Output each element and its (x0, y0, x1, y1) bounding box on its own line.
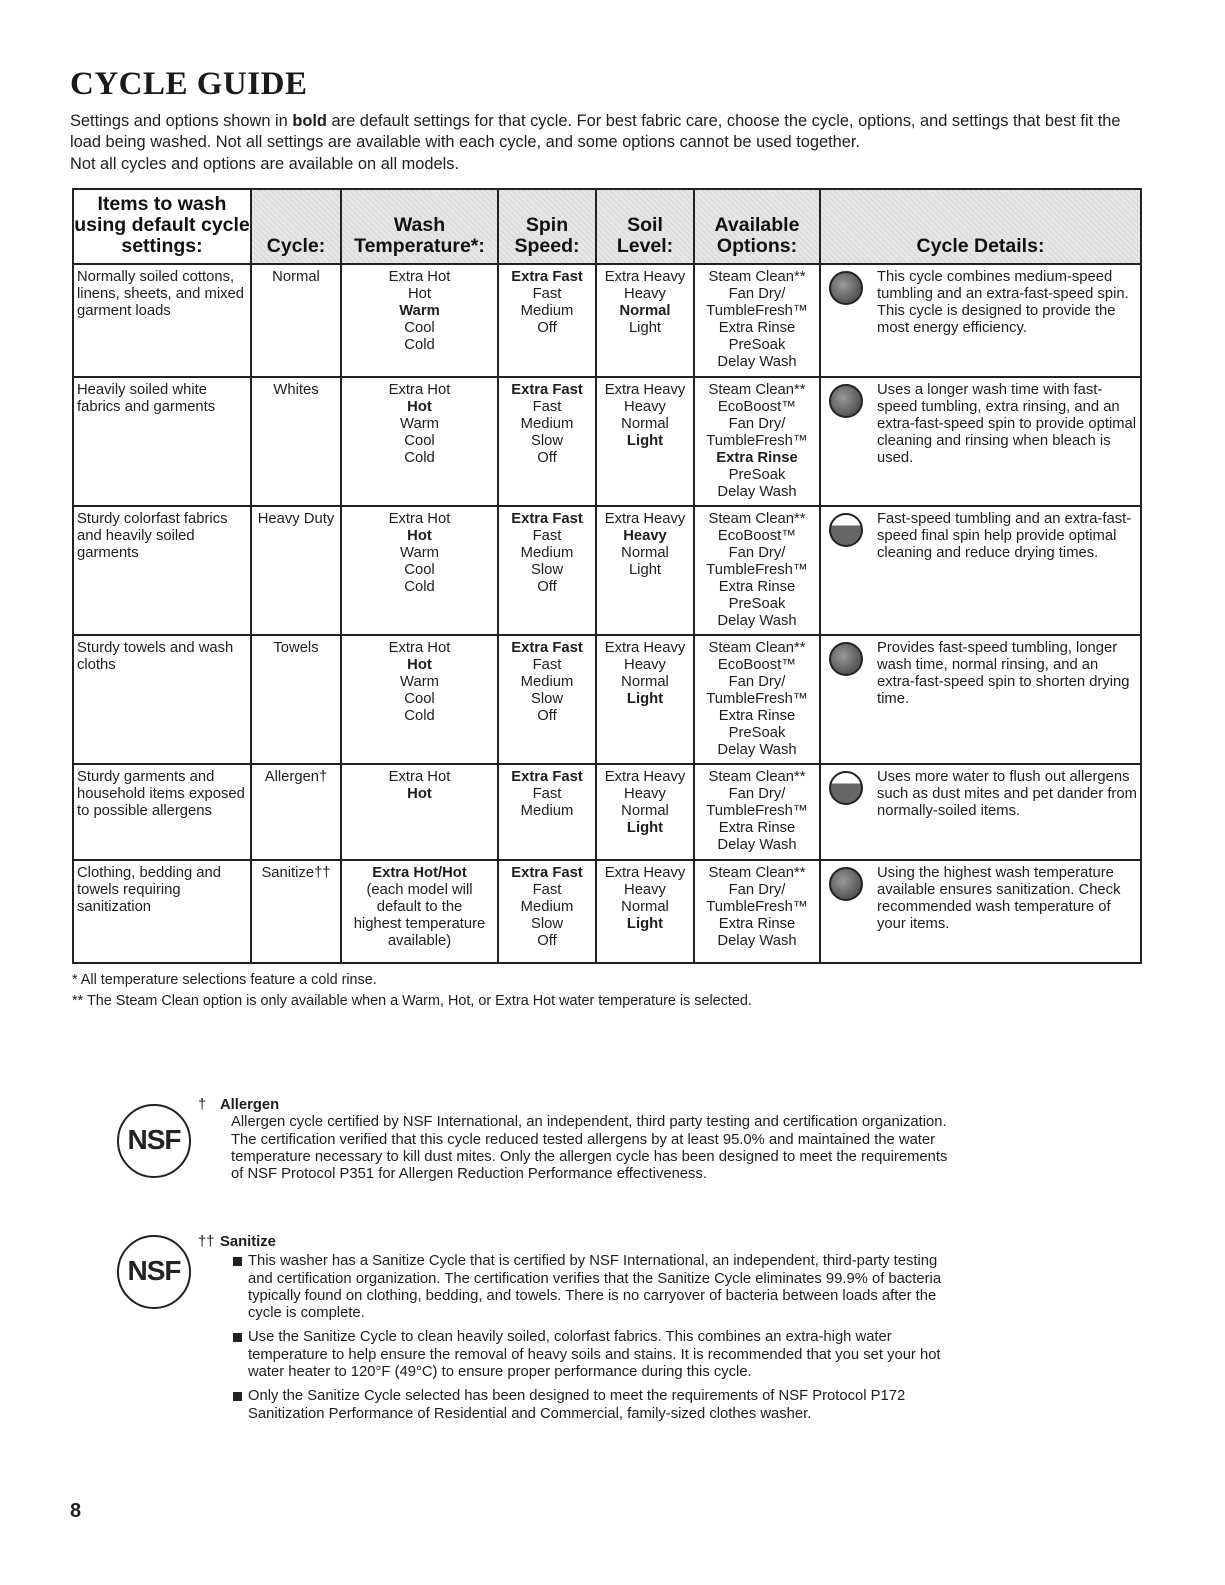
options-value: TumbleFresh™ (706, 691, 808, 707)
temps-value: Hot (407, 399, 432, 415)
intro-paragraph-2: Not all cycles and options are available on all models. (70, 155, 460, 173)
temps-value: Cool (404, 320, 435, 336)
options-value: Extra Rinse (718, 579, 796, 595)
soils-value: Light (626, 916, 664, 932)
options-value: EcoBoost™ (717, 399, 797, 415)
table-row (73, 377, 1141, 506)
options-value: Steam Clean** (708, 865, 806, 881)
bullet-square-icon (233, 1257, 242, 1266)
allergen-heading: † Allergen (198, 1097, 280, 1113)
intro-bold-word: bold (292, 112, 327, 130)
soils-value: Heavy (624, 786, 666, 802)
options-value: Fan Dry/ (728, 786, 786, 802)
spins-value: Slow (530, 433, 564, 449)
temps-value: highest temperature (353, 916, 486, 932)
soils-value: Light (628, 562, 662, 578)
cell-wash-temperature (341, 377, 498, 506)
page-title: CYCLE GUIDE (70, 66, 308, 102)
sanitize-heading: †† Sanitize (198, 1234, 276, 1250)
header-cycle-details: Cycle Details: (820, 189, 1141, 264)
options-value: Extra Rinse (718, 820, 796, 836)
table-header-row (73, 189, 1141, 264)
options-value: Steam Clean** (708, 640, 806, 656)
spins-value: Fast (532, 399, 562, 415)
temps-value: default to the (376, 899, 463, 915)
footnote-steam-clean: ** The Steam Clean option is only available when a Warm, Hot, or Extra Hot water temperature is selected. (72, 993, 752, 1009)
soils-value: Heavy (623, 528, 667, 544)
table-row (73, 264, 1141, 377)
options-value: Steam Clean** (708, 769, 806, 785)
spins-value: Slow (530, 691, 564, 707)
header-available-options: Available Options: (694, 189, 820, 264)
cell-cycle-details (820, 264, 1141, 377)
temps-value: available) (387, 933, 452, 949)
soils-value: Extra Heavy (604, 269, 686, 285)
cycle-details-text: Fast-speed tumbling and an extra-fast-speed final spin help provide optimal cleaning and reduce drying times. (877, 511, 1132, 561)
details-wrap (829, 865, 1140, 933)
footnotes (72, 970, 752, 1012)
cell-items-to-wash: Sturdy colorfast fabrics and heavily soiled garments (73, 506, 251, 635)
table-row (73, 635, 1141, 764)
spins-value: Medium (520, 674, 574, 690)
spins-value: Fast (532, 528, 562, 544)
temps-value: Warm (400, 674, 439, 690)
temps-value: Extra Hot (388, 769, 451, 785)
cell-available-options (694, 377, 820, 506)
soils-value: Heavy (624, 882, 666, 898)
cell-cycle-details (820, 635, 1141, 764)
cell-soil-level (596, 860, 694, 963)
options-value: EcoBoost™ (717, 528, 797, 544)
temps-value: Cold (404, 337, 435, 353)
header-spin-speed: Spin Speed: (498, 189, 596, 264)
cell-cycle-details (820, 764, 1141, 860)
page-number: 8 (70, 1500, 82, 1522)
options-value: TumbleFresh™ (706, 303, 808, 319)
cycle-details-text: Using the highest wash temperature available ensures sanitization. Check recommended wash temperature of your items. (877, 865, 1121, 932)
cycle-details-text: Uses a longer wash time with fast-speed tumbling, extra rinsing, and an extra-fast-speed spin to provide optimal cleaning and rinsing when bleach is used. (877, 382, 1137, 466)
temps-value: Extra Hot (388, 269, 451, 285)
options-value: Fan Dry/ (728, 286, 786, 302)
cell-wash-temperature (341, 860, 498, 963)
cycle-guide-table (72, 188, 1142, 964)
spins-value: Medium (520, 545, 574, 561)
cell-wash-temperature (341, 506, 498, 635)
cell-available-options (694, 860, 820, 963)
options-value: Steam Clean** (708, 269, 806, 285)
options-value: PreSoak (728, 337, 786, 353)
spins-value: Extra Fast (511, 511, 583, 527)
cell-cycle-details (820, 860, 1141, 963)
options-value: Steam Clean** (708, 382, 806, 398)
cell-cycle: Allergen† (251, 764, 341, 860)
intro-text (70, 111, 1150, 175)
soils-value: Light (626, 820, 664, 836)
cell-cycle: Whites (251, 377, 341, 506)
options-value: TumbleFresh™ (706, 433, 808, 449)
temps-value: Extra Hot (388, 640, 451, 656)
temps-value: Cold (404, 708, 435, 724)
cell-available-options (694, 264, 820, 377)
cycle-dial-icon (829, 642, 863, 676)
spins-value: Medium (520, 803, 574, 819)
cycle-details-text: Uses more water to flush out allergens such as dust mites and pet dander from normally-soiled items. (877, 769, 1137, 819)
options-value: Fan Dry/ (728, 674, 786, 690)
temps-value: Hot (407, 528, 432, 544)
cell-available-options (694, 764, 820, 860)
cell-items-to-wash: Heavily soiled white fabrics and garments (73, 377, 251, 506)
spins-value: Off (537, 320, 557, 336)
soils-value: Extra Heavy (604, 511, 686, 527)
options-value: Delay Wash (717, 354, 797, 370)
temps-value: Cold (404, 450, 435, 466)
soils-value: Heavy (624, 399, 666, 415)
table-body (73, 264, 1141, 963)
cell-items-to-wash: Clothing, bedding and towels requiring sanitization (73, 860, 251, 963)
spins-value: Off (537, 933, 557, 949)
intro-paragraph-1: Settings and options shown in bold are default settings for that cycle. For best fabric care, choose the cycle, options, and settings that best fit the load being washed. Not all settings are available with each cycle, and some options cannot be used together. (70, 112, 1121, 151)
soils-value: Light (626, 433, 664, 449)
options-value: TumbleFresh™ (706, 899, 808, 915)
options-value: Fan Dry/ (728, 545, 786, 561)
header-soil-level: Soil Level: (596, 189, 694, 264)
header-wash-temperature: Wash Temperature*: (341, 189, 498, 264)
options-value: EcoBoost™ (717, 657, 797, 673)
cell-items-to-wash: Sturdy towels and wash cloths (73, 635, 251, 764)
soils-value: Extra Heavy (604, 769, 686, 785)
cell-spin-speed (498, 635, 596, 764)
cycle-details-text: This cycle combines medium-speed tumbling and an extra-fast-speed spin. This cycle is designed to provide the most energy efficiency. (877, 269, 1129, 336)
options-value: Extra Rinse (718, 708, 796, 724)
cell-soil-level (596, 377, 694, 506)
bullet-square-icon (233, 1333, 242, 1342)
details-wrap (829, 269, 1140, 337)
options-value: PreSoak (728, 596, 786, 612)
spins-value: Extra Fast (511, 640, 583, 656)
cell-soil-level (596, 264, 694, 377)
spins-value: Fast (532, 882, 562, 898)
cell-cycle-details (820, 506, 1141, 635)
temps-value: Hot (407, 786, 432, 802)
temps-value: Warm (400, 416, 439, 432)
options-value: TumbleFresh™ (706, 803, 808, 819)
details-wrap (829, 769, 1140, 820)
temps-value: Cool (404, 562, 435, 578)
details-wrap (829, 382, 1140, 467)
options-value: PreSoak (728, 467, 786, 483)
soils-value: Extra Heavy (604, 382, 686, 398)
spins-value: Medium (520, 899, 574, 915)
options-value: Fan Dry/ (728, 416, 786, 432)
cycle-dial-icon (829, 384, 863, 418)
spins-value: Off (537, 708, 557, 724)
cell-cycle: Heavy Duty (251, 506, 341, 635)
spins-value: Slow (530, 562, 564, 578)
soils-value: Extra Heavy (604, 865, 686, 881)
cycle-dial-icon (829, 271, 863, 305)
temps-value: Extra Hot/Hot (372, 865, 467, 881)
options-value: Delay Wash (717, 837, 797, 853)
spins-value: Fast (532, 657, 562, 673)
cell-spin-speed (498, 764, 596, 860)
cell-cycle: Sanitize†† (251, 860, 341, 963)
header-cycle: Cycle: (251, 189, 341, 264)
sanitize-bullet-list (198, 1253, 958, 1423)
spins-value: Fast (532, 786, 562, 802)
options-value: Extra Rinse (718, 320, 796, 336)
table-row (73, 764, 1141, 860)
spins-value: Off (537, 579, 557, 595)
spins-value: Extra Fast (511, 865, 583, 881)
options-value: PreSoak (728, 725, 786, 741)
cell-wash-temperature (341, 764, 498, 860)
allergen-body: Allergen cycle certified by NSF International, an independent, third party testing and certification organization. The certification verified that this cycle reduced tested allergens by at least 95.0% and maintained the water temperature necessary to kill dust mites. Only the allergen cycle has been designed to meet the requirements of NSF Protocol P351 for Allergen Reduction Performance effectiveness. (231, 1114, 948, 1183)
temps-value: Cold (404, 579, 435, 595)
options-value: TumbleFresh™ (706, 562, 808, 578)
cell-soil-level (596, 764, 694, 860)
options-value: Delay Wash (717, 933, 797, 949)
soils-value: Heavy (624, 657, 666, 673)
cell-spin-speed (498, 860, 596, 963)
options-value: Delay Wash (717, 484, 797, 500)
spins-value: Fast (532, 286, 562, 302)
temps-value: Cool (404, 691, 435, 707)
table-row (73, 506, 1141, 635)
sanitize-bullet: Only the Sanitize Cycle selected has been designed to meet the requirements of NSF Protocol P172 Sanitization Performance of Residential and Commercial, family-sized clothes washer. (233, 1388, 958, 1423)
cell-cycle: Normal (251, 264, 341, 377)
allergen-certification (198, 1097, 958, 1183)
soils-value: Normal (621, 416, 669, 432)
sanitize-bullet: This washer has a Sanitize Cycle that is certified by NSF International, an independent, third-party testing and certification organization. The certification verifies that the Sanitize Cycle eliminates 99.9% of bacteria typically found on clothing, bedding, and towels. There is no carryover of bacteria between loads after the cycle is complete. (233, 1253, 958, 1322)
options-value: Delay Wash (717, 742, 797, 758)
cell-items-to-wash: Sturdy garments and household items exposed to possible allergens (73, 764, 251, 860)
spins-value: Off (537, 450, 557, 466)
cycle-dial-icon (829, 771, 863, 805)
details-wrap (829, 640, 1140, 708)
soils-value: Heavy (624, 286, 666, 302)
temps-value: (each model will (366, 882, 473, 898)
nsf-logo-allergen: NSF (117, 1104, 191, 1178)
spins-value: Slow (530, 916, 564, 932)
cycle-dial-icon (829, 513, 863, 547)
soils-value: Normal (621, 899, 669, 915)
cell-soil-level (596, 506, 694, 635)
sanitize-bullet: Use the Sanitize Cycle to clean heavily soiled, colorfast fabrics. This combines an extra-high water temperature to help ensure the removal of heavy soils and stains. It is recommended that you set your hot water heater to 120°F (49°C) to ensure proper performance during this cycle. (233, 1329, 958, 1381)
soils-value: Normal (619, 303, 671, 319)
temps-value: Warm (400, 545, 439, 561)
cell-available-options (694, 635, 820, 764)
table-row (73, 860, 1141, 963)
soils-value: Normal (621, 674, 669, 690)
temps-value: Extra Hot (388, 382, 451, 398)
temps-value: Cool (404, 433, 435, 449)
cell-wash-temperature (341, 635, 498, 764)
details-wrap (829, 511, 1140, 562)
sanitize-certification (198, 1234, 958, 1430)
cell-soil-level (596, 635, 694, 764)
soils-value: Extra Heavy (604, 640, 686, 656)
spins-value: Medium (520, 303, 574, 319)
bullet-square-icon (233, 1392, 242, 1401)
cell-items-to-wash: Normally soiled cottons, linens, sheets, and mixed garment loads (73, 264, 251, 377)
footnote-cold-rinse: * All temperature selections feature a cold rinse. (72, 972, 377, 988)
options-value: Steam Clean** (708, 511, 806, 527)
cell-cycle: Towels (251, 635, 341, 764)
spins-value: Extra Fast (511, 769, 583, 785)
options-value: Extra Rinse (716, 450, 798, 466)
cell-cycle-details (820, 377, 1141, 506)
spins-value: Extra Fast (511, 382, 583, 398)
options-value: Delay Wash (717, 613, 797, 629)
cycle-details-text: Provides fast-speed tumbling, longer wash time, normal rinsing, and an extra-fast-speed spin to shorten drying time. (877, 640, 1130, 707)
spins-value: Medium (520, 416, 574, 432)
soils-value: Light (628, 320, 662, 336)
options-value: Extra Rinse (718, 916, 796, 932)
temps-value: Extra Hot (388, 511, 451, 527)
options-value: Fan Dry/ (728, 882, 786, 898)
cell-spin-speed (498, 264, 596, 377)
soils-value: Normal (621, 803, 669, 819)
temps-value: Hot (407, 286, 432, 302)
cell-spin-speed (498, 377, 596, 506)
cell-wash-temperature (341, 264, 498, 377)
cell-available-options (694, 506, 820, 635)
cell-spin-speed (498, 506, 596, 635)
soils-value: Light (626, 691, 664, 707)
soils-value: Normal (621, 545, 669, 561)
temps-value: Warm (399, 303, 440, 319)
spins-value: Extra Fast (511, 269, 583, 285)
nsf-logo-sanitize: NSF (117, 1235, 191, 1309)
header-items: Items to wash using default cycle settings: (73, 189, 251, 264)
temps-value: Hot (407, 657, 432, 673)
cycle-dial-icon (829, 867, 863, 901)
